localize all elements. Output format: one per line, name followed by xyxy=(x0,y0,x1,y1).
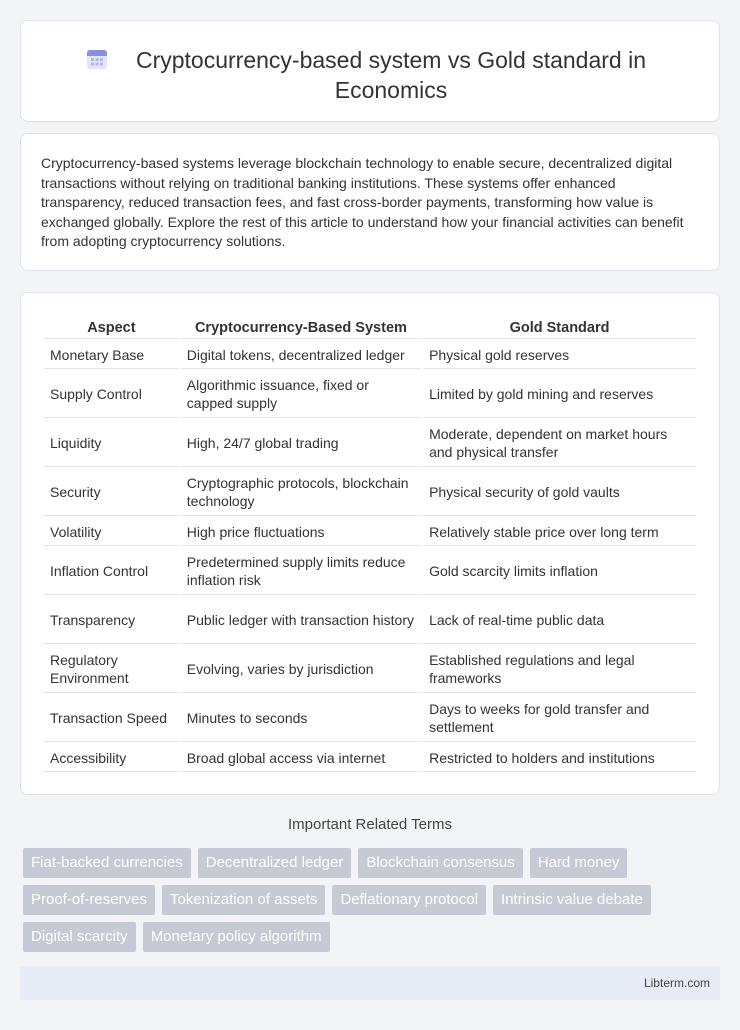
intro-paragraph: Cryptocurrency-based systems leverage blockchain technology to enable secure, decentralized digital transactions without relying on traditional banking institutions. These systems offer enhanced transparency, reduced transaction fees, and fast cross-border payments, transforming how value is exchanged globally. Explore the rest of this article to understand how your financial activities can benefit from adopting cryptocurrency solutions. xyxy=(41,155,684,249)
header-aspect: Aspect xyxy=(44,319,179,339)
tag-tokenization-of-assets[interactable]: Tokenization of assets xyxy=(162,885,326,915)
cell-crypto: High, 24/7 global trading xyxy=(181,420,421,467)
related-terms-title: Important Related Terms xyxy=(288,816,452,833)
comparison-table-card xyxy=(20,292,720,795)
cell-aspect: Supply Control xyxy=(44,371,179,418)
tag-hard-money[interactable]: Hard money xyxy=(530,848,628,878)
cell-aspect: Monetary Base xyxy=(44,341,179,369)
cell-crypto: High price fluctuations xyxy=(181,518,421,546)
table-row xyxy=(44,371,696,418)
footer-site-link[interactable]: Libterm.com xyxy=(643,976,710,990)
cell-gold: Restricted to holders and institutions xyxy=(423,744,696,772)
tag-digital-scarcity[interactable]: Digital scarcity xyxy=(23,922,136,952)
tag-monetary-policy-algorithm[interactable]: Monetary policy algorithm xyxy=(143,922,330,952)
comparison-table xyxy=(42,317,698,774)
tag-blockchain-consensus[interactable]: Blockchain consensus xyxy=(358,848,522,878)
table-row xyxy=(44,518,696,546)
cell-crypto: Algorithmic issuance, fixed or capped supply xyxy=(181,371,421,418)
tag-row xyxy=(23,922,713,952)
cell-aspect: Transaction Speed xyxy=(44,695,179,742)
tag-row xyxy=(23,848,713,878)
tag-decentralized-ledger[interactable]: Decentralized ledger xyxy=(198,848,352,878)
cell-aspect: Inflation Control xyxy=(44,548,179,595)
header-gold: Gold Standard xyxy=(423,319,696,339)
cell-gold: Days to weeks for gold transfer and settlement xyxy=(423,695,696,742)
cell-gold: Lack of real-time public data xyxy=(423,597,696,644)
header-card xyxy=(20,20,720,122)
intro-card xyxy=(20,133,720,271)
cell-aspect: Volatility xyxy=(44,518,179,546)
cell-crypto: Digital tokens, decentralized ledger xyxy=(181,341,421,369)
tag-deflationary-protocol[interactable]: Deflationary protocol xyxy=(332,885,486,915)
footer xyxy=(20,966,720,1000)
table-row xyxy=(44,548,696,595)
tag-fiat-backed-currencies[interactable]: Fiat-backed currencies xyxy=(23,848,191,878)
table-row xyxy=(44,597,696,644)
cell-aspect: Regulatory Environment xyxy=(44,646,179,693)
cell-crypto: Evolving, varies by jurisdiction xyxy=(181,646,421,693)
tag-intrinsic-value-debate[interactable]: Intrinsic value debate xyxy=(493,885,651,915)
table-row xyxy=(44,420,696,467)
tag-proof-of-reserves[interactable]: Proof-of-reserves xyxy=(23,885,155,915)
table-header-row xyxy=(44,319,696,339)
cell-aspect: Liquidity xyxy=(44,420,179,467)
tag-row xyxy=(23,885,713,915)
table-row xyxy=(44,744,696,772)
cell-aspect: Accessibility xyxy=(44,744,179,772)
cell-gold: Relatively stable price over long term xyxy=(423,518,696,546)
header-crypto: Cryptocurrency-Based System xyxy=(181,319,421,339)
page-title: Cryptocurrency-based system vs Gold standard in Economics xyxy=(135,47,647,103)
cell-gold: Limited by gold mining and reserves xyxy=(423,371,696,418)
table-row xyxy=(44,341,696,369)
cell-crypto: Minutes to seconds xyxy=(181,695,421,742)
cell-crypto: Predetermined supply limits reduce inflation risk xyxy=(181,548,421,595)
cell-aspect: Security xyxy=(44,469,179,516)
table-row xyxy=(44,646,696,693)
cell-gold: Physical gold reserves xyxy=(423,341,696,369)
cell-gold: Physical security of gold vaults xyxy=(423,469,696,516)
table-row xyxy=(44,469,696,516)
cell-aspect: Transparency xyxy=(44,597,179,644)
cell-crypto: Cryptographic protocols, blockchain technology xyxy=(181,469,421,516)
cell-gold: Established regulations and legal frameworks xyxy=(423,646,696,693)
cell-crypto: Broad global access via internet xyxy=(181,744,421,772)
cell-gold: Moderate, dependent on market hours and physical transfer xyxy=(423,420,696,467)
related-terms-list xyxy=(23,848,713,959)
table-row xyxy=(44,695,696,742)
cell-gold: Gold scarcity limits inflation xyxy=(423,548,696,595)
cell-crypto: Public ledger with transaction history xyxy=(181,597,421,644)
